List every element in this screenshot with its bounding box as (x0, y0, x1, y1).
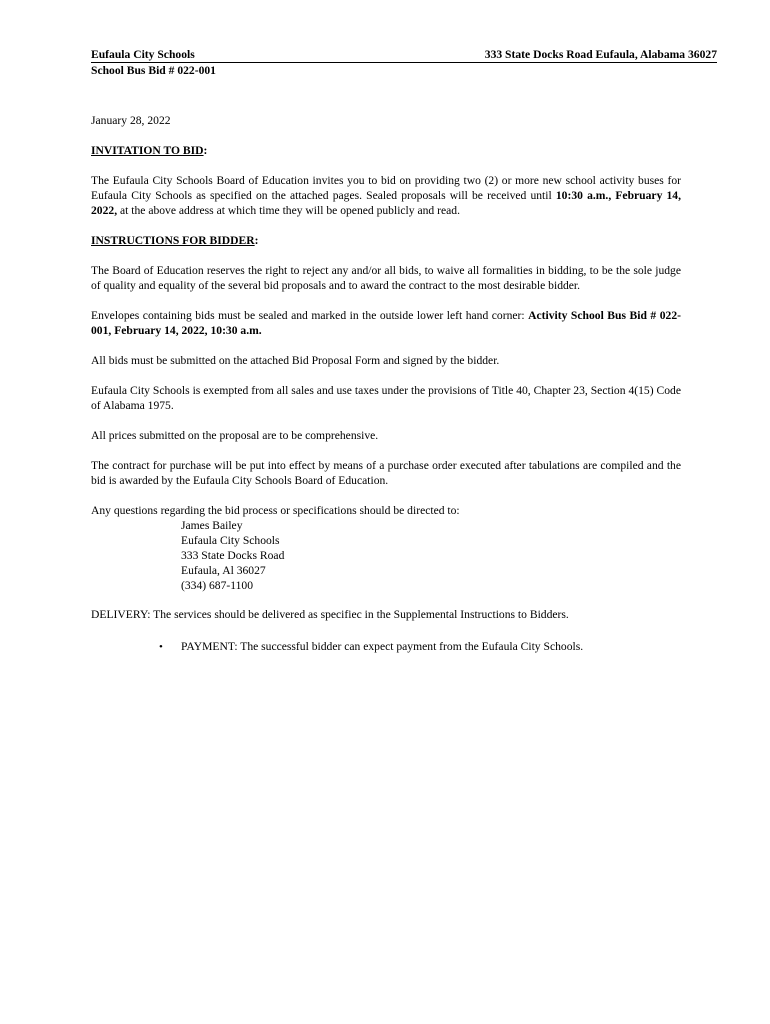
document-page (91, 47, 717, 655)
header-org: Eufaula City Schools (91, 48, 195, 61)
envelopes-text: Envelopes containing bids must be sealed and marked in the outside lower left hand corner: (91, 309, 529, 322)
delivery-paragraph: DELIVERY: The services should be delivered as specifiec in the Supplemental Instructions to Bidders. (91, 608, 569, 621)
envelopes-mark: Activity School Bus Bid # 022-001, February 14, 2022, 10:30 a.m. (91, 309, 681, 337)
header-bid-ref: School Bus Bid # 022-001 (91, 64, 216, 77)
letter-date: January 28, 2022 (91, 114, 171, 127)
instructions-heading-text: INSTRUCTIONS FOR BIDDER (91, 234, 255, 247)
contact-phone: (334) 687-1100 (181, 579, 254, 592)
submit-paragraph: All bids must be submitted on the attached Bid Proposal Form and signed by the bidder. (91, 354, 500, 367)
letterhead (91, 47, 717, 63)
bullet-icon: • (159, 641, 163, 653)
contact-city: Eufaula, Al 36027 (181, 564, 266, 577)
contact-name: James Bailey (181, 519, 243, 532)
envelopes-paragraph (91, 308, 681, 338)
invitation-deadline: 10:30 a.m., February 14, 2022, (91, 189, 681, 217)
reserve-paragraph: The Board of Education reserves the right to reject any and/or all bids, to waive all formalities in bidding, to be the sole judge of quality and equality of the several bid proposals and to award the contract to the most desirable bidder. (91, 264, 681, 292)
invitation-paragraph (91, 173, 681, 218)
payment-text: PAYMENT: The successful bidder can expect payment from the Eufaula City Schools. (181, 640, 584, 653)
payment-item (91, 639, 681, 655)
contract-paragraph: The contract for purchase will be put into effect by means of a purchase order executed after tabulations are compiled and the bid is awarded by the Eufaula City Schools Board of Education. (91, 459, 681, 487)
contact-block (181, 518, 681, 593)
invitation-heading-text: INVITATION TO BID (91, 144, 204, 157)
document-body (91, 113, 681, 655)
invitation-text-2: at the above address at which time they will be opened publicly and read. (117, 204, 460, 217)
invitation-heading: INVITATION TO BID: (91, 144, 208, 157)
header-address: 333 State Docks Road Eufaula, Alabama 36027 (484, 48, 717, 61)
questions-paragraph: Any questions regarding the bid process or specifications should be directed to: (91, 504, 460, 517)
prices-paragraph: All prices submitted on the proposal are to be comprehensive. (91, 429, 379, 442)
invitation-text-1: The Eufaula City Schools Board of Education invites you to bid on providing two (2) or more new school activity buses for Eufaula City Schools as specified on the attached pages. Sealed proposals will be received until (91, 174, 681, 202)
contact-org: Eufaula City Schools (181, 534, 280, 547)
instructions-heading: INSTRUCTIONS FOR BIDDER: (91, 234, 259, 247)
contact-street: 333 State Docks Road (181, 549, 285, 562)
tax-paragraph: Eufaula City Schools is exempted from all sales and use taxes under the provisions of Title 40, Chapter 23, Section 4(15) Code of Alabama 1975. (91, 384, 681, 412)
